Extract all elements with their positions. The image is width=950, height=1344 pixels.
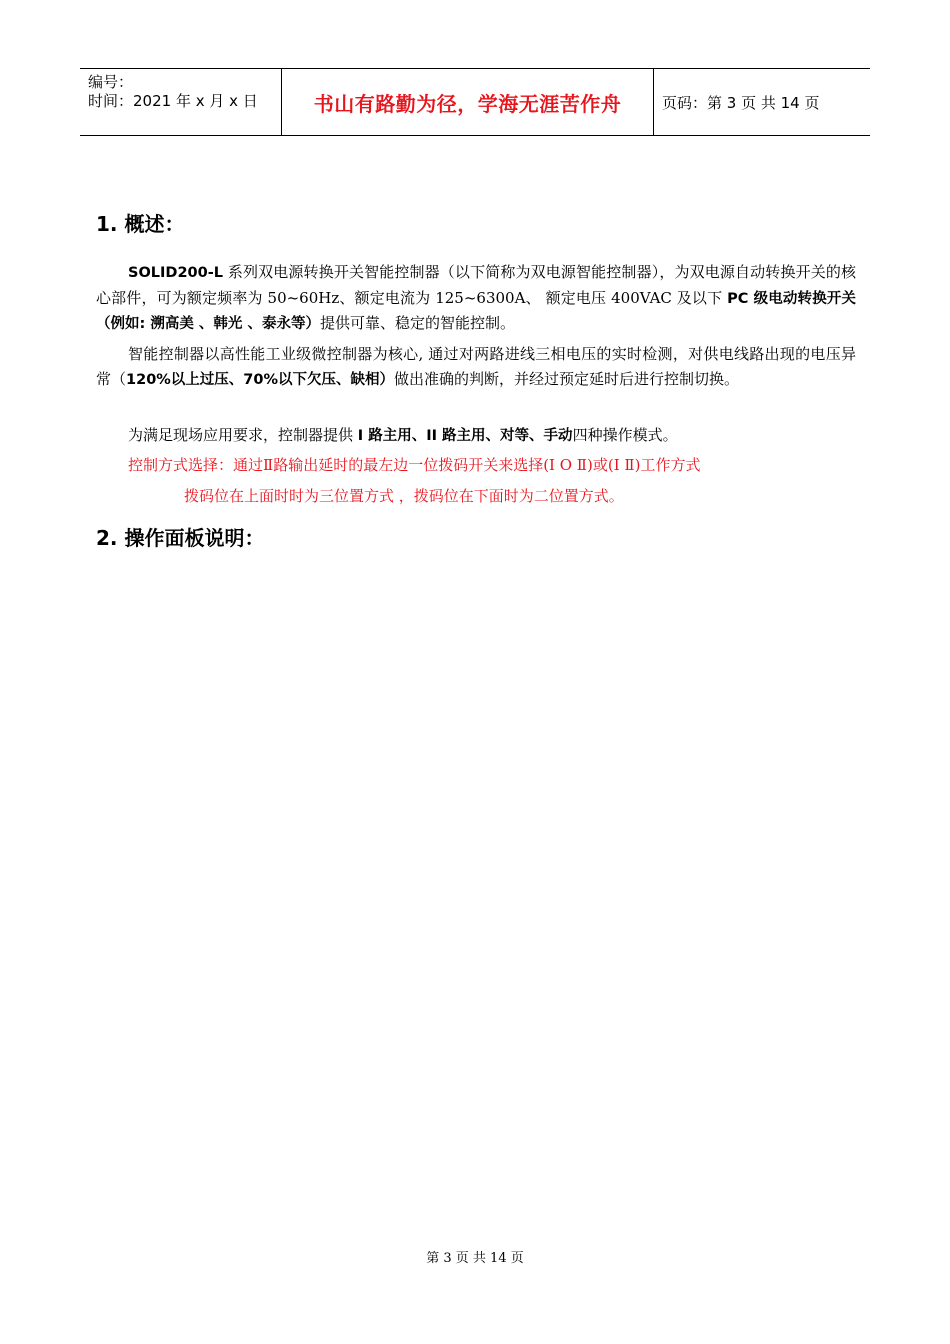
product-model-name: SOLID200-L — [128, 265, 223, 281]
paragraph-bold-text: PC 级电动转换开关（例如: 溯高美 、韩光 、泰永等） — [96, 290, 857, 332]
page-footer — [0, 1247, 950, 1266]
header-motto-cell — [282, 69, 654, 136]
header-page-cell — [654, 69, 871, 136]
paragraph-text: 做出准确的判断，并经过预定延时后进行控制切换。 — [394, 369, 740, 388]
section-title-overview: 1. 概述： — [96, 212, 185, 236]
header-page-number: 页码：第 3 页 共 14 页 — [662, 93, 820, 112]
paragraph-text: 四种操作模式。 — [572, 426, 678, 444]
document-number-label: 编号： — [88, 73, 134, 91]
header-motto: 书山有路勤为径，学海无涯苦作舟 — [313, 91, 622, 116]
paragraph-text: 系列双电源转换开关智能控制器（以下简称为双电源智能控制器），为双电源自动转换开关的核心部件，可为额定频率为 50~60Hz、额定电流为 125~6300A、 额定电压 400VAC 及以下 — [96, 263, 856, 307]
paragraph-text: 提供可靠、稳定的智能控制。 — [319, 314, 515, 332]
footer-page-number: 第 3 页 共 14 页 — [426, 1251, 524, 1266]
paragraph-operation-modes — [96, 423, 856, 449]
paragraph-text: 为满足现场应用要求，控制器提供 — [128, 426, 358, 444]
paragraph-text: 智能控制器以高性能工业级微控制器为核心, 通过对两路进线三相电压的实时检测，对供电线路出现的电压异常（ — [96, 345, 856, 388]
paragraph-product-intro — [96, 260, 856, 337]
document-date-label: 时间：2021 年 x 月 x 日 — [88, 92, 258, 110]
paragraph-controller-core — [96, 342, 856, 392]
header-meta-cell — [80, 69, 282, 136]
paragraph-bold-text: 120%以上过压、70%以下欠压、缺相） — [126, 371, 395, 388]
paragraph-bold-text: I 路主用、II 路主用、对等、手动 — [357, 428, 573, 444]
control-mode-note-line2: 拨码位在上面时时为三位置方式 ，拨码位在下面时为二位置方式。 — [184, 487, 624, 505]
control-mode-note-line1: 控制方式选择：通过Ⅱ路输出延时的最左边一位拨码开关来选择(Ⅰ O Ⅱ)或(Ⅰ Ⅱ)工作方式 — [128, 456, 701, 474]
section-title-operation-panel: 2. 操作面板说明： — [96, 526, 265, 550]
header-table — [80, 68, 870, 136]
